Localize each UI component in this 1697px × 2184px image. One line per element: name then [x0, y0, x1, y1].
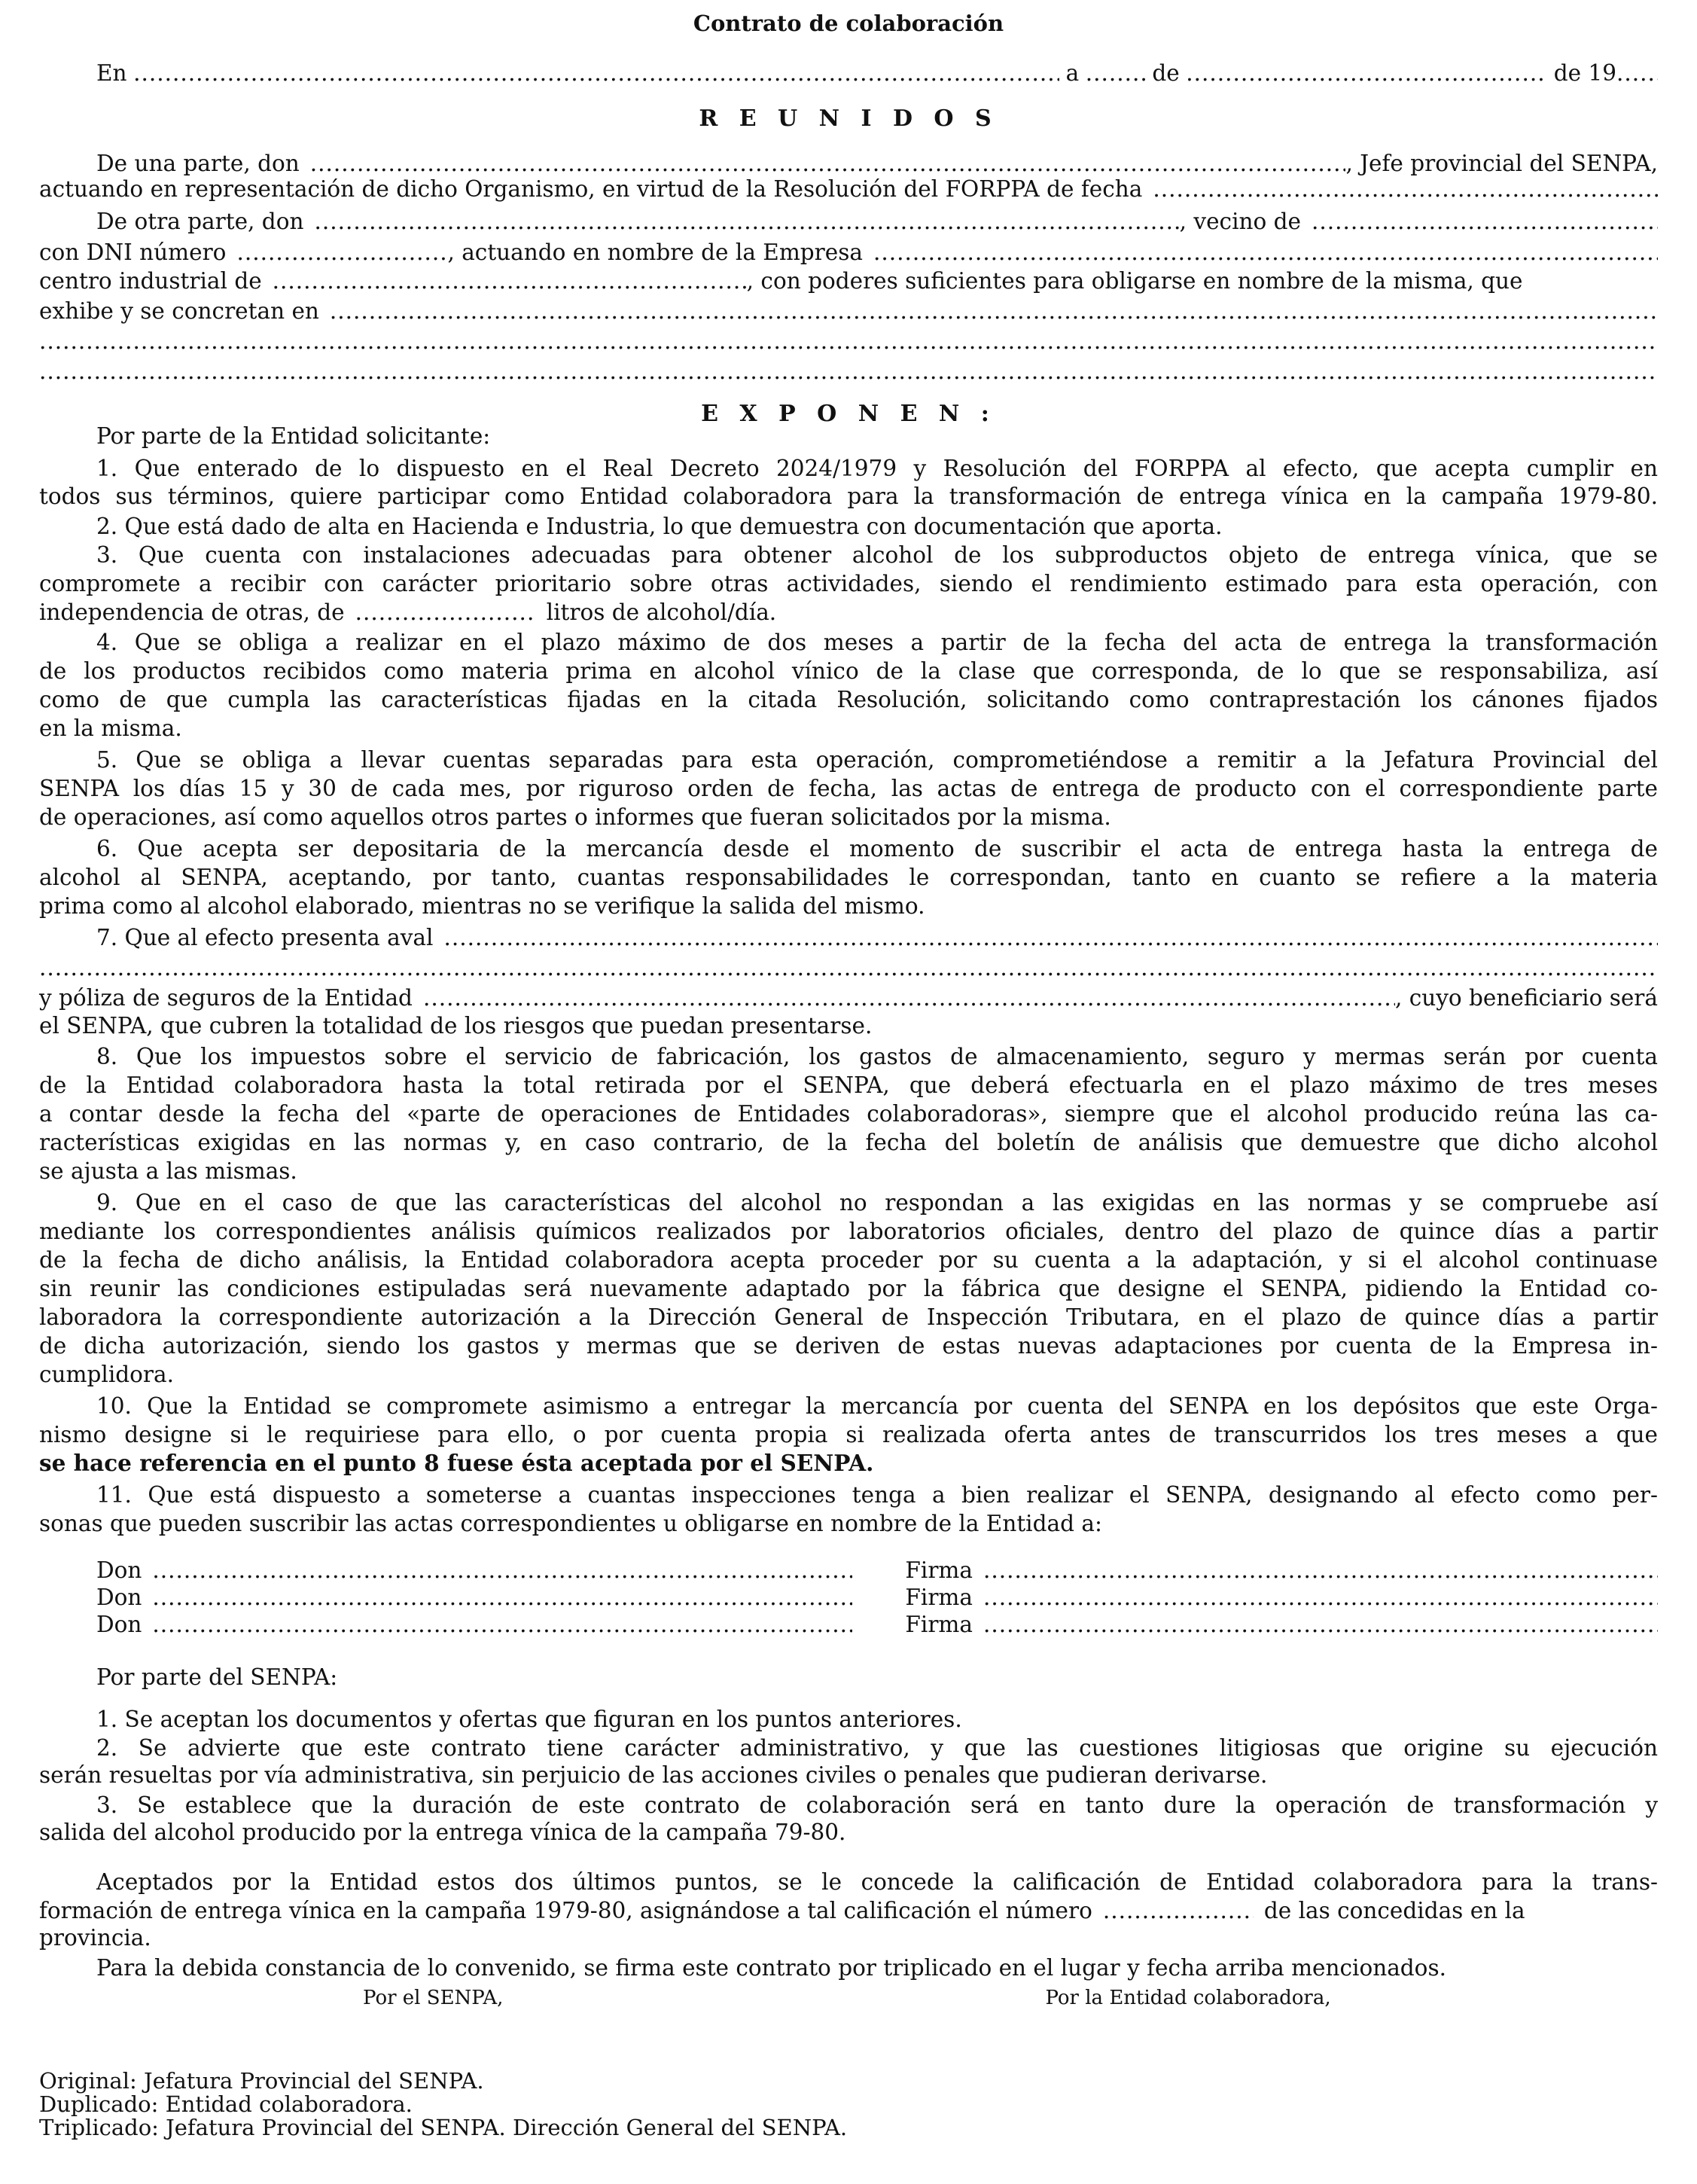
p7-line-1 [39, 923, 1658, 952]
senpa-p2-line-2: serán resueltas por vía administrativa, sin perjuicio de las acciones civiles o penales que pudieran derivarse. [39, 1762, 1268, 1788]
text: formación de entrega vínica en la campaña 1979-80, asignándose a tal calificación el número [39, 1898, 1092, 1923]
blank-poderes-3[interactable] [39, 357, 1658, 386]
blank-poliza[interactable] [423, 984, 1395, 1012]
signer-row [39, 1612, 1658, 1637]
p5-line-2: SENPA los días 15 y 30 de cada mes, por riguroso orden de fecha, las actas de entrega de producto con el correspondiente parte [39, 776, 1658, 801]
blank-year[interactable] [1616, 59, 1658, 87]
blank-otra-parte-name[interactable] [314, 207, 1179, 236]
text: , cuyo beneficiario será [1394, 985, 1658, 1011]
p3-line-2: compromete a recibir con carácter prioritario sobre otras actividades, siendo el rendimiento estimado para esta operación, con [39, 571, 1658, 596]
label-firma: Firma [905, 1612, 973, 1637]
p9-line-5: laboradora la correspondiente autorización a la Dirección General de Inspección Tributara, en el plazo de quince días a partir [39, 1304, 1658, 1330]
blank-day[interactable] [1086, 59, 1146, 87]
text: Por parte de la Entidad solicitante: [96, 423, 491, 449]
label-firma: Firma [905, 1557, 973, 1583]
p9-line-2: mediante los correspondientes análisis químicos realizados por laboratorios oficiales, dentro del plazo de quince días a partir [39, 1219, 1658, 1244]
label-de19: de 19 [1553, 60, 1617, 86]
p3-line-1: 3. Que cuenta con instalaciones adecuadas para obtener alcohol de los subproductos objeto de entrega vínica, que se [96, 542, 1658, 568]
p4-line-1: 4. Que se obliga a realizar en el plazo máximo de dos meses a partir de la fecha del acta de entrega la transformación [96, 630, 1658, 655]
label-firma: Firma [905, 1585, 973, 1610]
reunidos-heading: R E U N I D O S [699, 105, 998, 132]
p3-line-3 [39, 598, 1658, 627]
text: independencia de otras, de [39, 599, 345, 625]
text: De una parte, don [96, 151, 300, 176]
p7-line-3 [39, 984, 1658, 1012]
reunidos-line-8 [39, 357, 1658, 386]
text: centro industrial de [39, 268, 262, 294]
blank-numero[interactable] [1103, 1896, 1254, 1925]
blank-jefe-name[interactable] [310, 149, 1346, 178]
p2-line-1: 2. Que está dado de alta en Hacienda e Industria, lo que demuestra con documentación que aporta. [96, 514, 1223, 539]
sign-entidad: Por la Entidad colaboradora, [1045, 1987, 1331, 2009]
p9-line-7: cumplidora. [39, 1362, 174, 1387]
blank-don-2[interactable] [152, 1585, 852, 1610]
senpa-intro [39, 1663, 1658, 1691]
closing-line-2 [39, 1896, 1658, 1925]
p8-line-2: de la Entidad colaboradora hasta la total retirada por el SENPA, que deberá efectuarla en el plazo máximo de tres meses [39, 1072, 1658, 1098]
p6-line-3: prima como al alcohol elaborado, mientras no se verifique la salida del mismo. [39, 893, 925, 919]
blank-month[interactable] [1186, 59, 1547, 87]
reunidos-line-4 [39, 238, 1658, 267]
p5-line-1: 5. Que se obliga a llevar cuentas separadas para esta operación, comprometiéndose a remitir a la Jefatura Provincial del [96, 747, 1658, 773]
senpa-p3-line-1: 3. Se establece que la duración de este contrato de colaboración será en tanto dure la operación de transformación y [96, 1792, 1658, 1818]
p4-line-2: de los productos recibidos como materia prima en alcohol vínico de la clase que corresponda, de lo que se responsabiliza, así [39, 658, 1658, 684]
text: , Jefe provincial del SENPA, [1345, 151, 1658, 176]
label-en: En [96, 60, 127, 86]
exponen-intro [39, 422, 1658, 450]
p8-line-1: 8. Que los impuestos sobre el servicio de fabricación, los gastos de almacenamiento, seguro y mermas serán por cuenta [96, 1044, 1658, 1069]
text: exhibe y se concretan en [39, 298, 319, 324]
closing-line-4: Para la debida constancia de lo convenido, se firma este contrato por triplicado en el lugar y fecha arriba mencionados. [96, 1955, 1446, 1981]
blank-centro[interactable] [273, 267, 747, 295]
copy-duplicado: Duplicado: Entidad colaboradora. [39, 2091, 413, 2117]
blank-empresa[interactable] [873, 238, 1658, 267]
p10-line-3: se hace referencia en el punto 8 fuese ésta aceptada por el SENPA. [39, 1450, 874, 1476]
senpa-p3-line-2: salida del alcohol producido por la entrega vínica de la campaña 79-80. [39, 1819, 846, 1845]
sign-senpa: Por el SENPA, [363, 1987, 504, 2009]
blank-don-3[interactable] [152, 1612, 852, 1637]
p9-line-1: 9. Que en el caso de que las características del alcohol no respondan a las exigidas en las normas y se compruebe así [96, 1190, 1658, 1216]
closing-line-3: provincia. [39, 1925, 151, 1951]
reunidos-line-7 [39, 327, 1658, 355]
text: 7. Que al efecto presenta aval [96, 925, 434, 950]
p11-line-2: sonas que pueden suscribir las actas correspondientes u obligarse en nombre de la Entidad a: [39, 1511, 1102, 1536]
blank-dni[interactable] [236, 238, 447, 267]
p4-line-3: como de que cumpla las características fijadas en la citada Resolución, solicitando como contraprestación los cánones fijados [39, 687, 1658, 712]
place-date-line [39, 59, 1658, 87]
p9-line-6: de dicha autorización, siendo los gastos y mermas que se deriven de estas nuevas adaptaciones por cuenta de la Empresa in- [39, 1333, 1658, 1359]
p1-line-2: todos sus términos, quiere participar como Entidad colaboradora para la transformación de entrega vínica en la campaña 1979-80. [39, 483, 1658, 509]
p5-line-3: de operaciones, así como aquellos otros partes o informes que fueran solicitados por la misma. [39, 804, 1111, 830]
blank-don-1[interactable] [152, 1557, 852, 1583]
senpa-p2-line-1: 2. Se advierte que este contrato tiene carácter administrativo, y que las cuestiones litigiosas que origine su ejecución [96, 1735, 1658, 1761]
blank-poderes-2[interactable] [39, 327, 1658, 355]
closing-line-1: Aceptados por la Entidad estos dos últimos puntos, se le concede la calificación de Entidad colaboradora para la trans- [96, 1869, 1658, 1895]
signer-row [39, 1585, 1658, 1610]
reunidos-line-6 [39, 297, 1658, 325]
blank-firma-3[interactable] [983, 1612, 1658, 1637]
text: , actuando en nombre de la Empresa [447, 239, 863, 265]
p7-line-4: el SENPA, que cubren la totalidad de los riesgos que puedan presentarse. [39, 1013, 873, 1039]
p4-line-4: en la misma. [39, 715, 182, 741]
text: con DNI número [39, 239, 227, 265]
text: litros de alcohol/día. [546, 599, 777, 625]
signer-row [39, 1557, 1658, 1583]
reunidos-line-2 [39, 175, 1658, 203]
text: De otra parte, don [96, 209, 304, 234]
senpa-p1: 1. Se aceptan los documentos y ofertas que figuran en los puntos anteriores. [96, 1707, 962, 1732]
label-a: a [1065, 60, 1080, 86]
p6-line-1: 6. Que acepta ser depositaria de la mercancía desde el momento de suscribir el acta de entrega hasta la entrega de [96, 836, 1658, 862]
p9-line-4: sin reunir las condiciones estipuladas será nuevamente adaptado por la fábrica que designe el SENPA, pidiendo la Entidad co- [39, 1276, 1658, 1301]
text: y póliza de seguros de la Entidad [39, 985, 413, 1011]
label-don: Don [96, 1557, 142, 1583]
p7-line-2 [39, 953, 1658, 982]
p1-line-1: 1. Que enterado de lo dispuesto en el Real Decreto 2024/1979 y Resolución del FORPPA al efecto, que acepta cumplir en [96, 456, 1658, 481]
blank-aval-2[interactable] [39, 953, 1658, 982]
closing-signatures [39, 1984, 1658, 2012]
text: , con poderes suficientes para obligarse en nombre de la misma, que [746, 268, 1523, 294]
label-don: Don [96, 1612, 142, 1637]
blank-litros[interactable] [355, 598, 536, 627]
p9-line-3: de la fecha de dicho análisis, la Entidad colaboradora acepta proceder por su cuenta a la adaptación, y si el alcohol continuase [39, 1247, 1658, 1273]
text: Por parte del SENPA: [96, 1664, 338, 1690]
text: de las concedidas en la [1263, 1898, 1525, 1923]
blank-firma-1[interactable] [983, 1557, 1658, 1583]
p10-line-2: nismo designe si le requiriese para ello, o por cuenta propia si realizada oferta antes de transcurridos los tres meses a que [39, 1422, 1658, 1447]
blank-aval-1[interactable] [443, 923, 1658, 952]
p8-line-3: a contar desde la fecha del «parte de operaciones de Entidades colaboradoras», siempre que el alcohol producido reúna las ca- [39, 1101, 1658, 1127]
copy-original: Original: Jefatura Provincial del SENPA. [39, 2068, 484, 2094]
text: actuando en representación de dicho Organismo, en virtud de la Resolución del FORPPA de fecha [39, 176, 1143, 202]
label-don: Don [96, 1585, 142, 1610]
p10-line-1: 10. Que la Entidad se compromete asimismo a entregar la mercancía por cuenta del SENPA en los depósitos que este Orga- [96, 1393, 1658, 1419]
blank-resolucion-date[interactable] [1153, 175, 1658, 203]
blank-poderes-1[interactable] [330, 297, 1658, 325]
page-title: Contrato de colaboración [693, 11, 1004, 36]
exponen-heading: E X P O N E N : [701, 401, 996, 427]
reunidos-line-3 [39, 207, 1658, 236]
p8-line-4: racterísticas exigidas en las normas y, en caso contrario, de la fecha del boletín de análisis que demuestre que dicho alcohol [39, 1130, 1658, 1155]
p11-line-1: 11. Que está dispuesto a someterse a cuantas inspecciones tenga a bien realizar el SENPA, designando al efecto como per- [96, 1482, 1658, 1508]
label-de: de [1152, 60, 1180, 86]
reunidos-line-5 [39, 267, 1658, 295]
p6-line-2: alcohol al SENPA, aceptando, por tanto, cuantas responsabilidades le correspondan, tanto en cuanto se refiere a la materia [39, 865, 1658, 890]
blank-firma-2[interactable] [983, 1585, 1658, 1610]
reunidos-line-1 [39, 149, 1658, 178]
blank-vecino[interactable] [1312, 207, 1658, 236]
blank-place[interactable] [133, 59, 1059, 87]
p8-line-5: se ajusta a las mismas. [39, 1158, 297, 1184]
text: , vecino de [1179, 209, 1301, 234]
copy-triplicado: Triplicado: Jefatura Provincial del SENPA. Dirección General del SENPA. [39, 2115, 848, 2140]
